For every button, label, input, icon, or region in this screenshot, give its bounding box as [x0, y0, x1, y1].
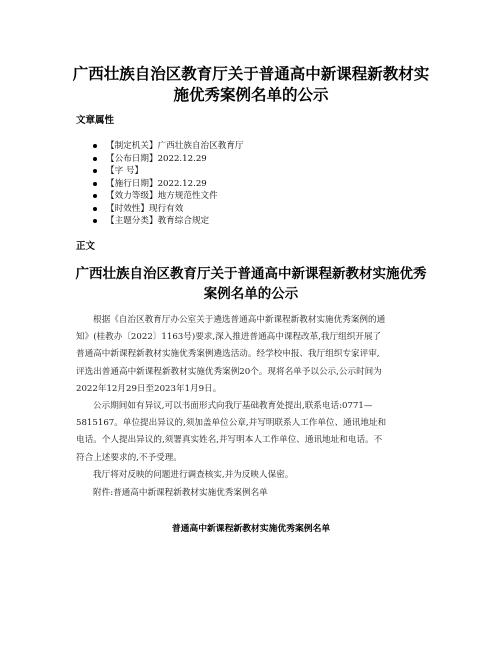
document-title-line-1: 广西壮族自治区教育厅关于普通高中新课程新教材实 — [72, 65, 430, 83]
attribute-text: 【时效性】现行有效 — [106, 203, 184, 214]
paragraph-4 — [76, 485, 427, 502]
body-heading: 正文 — [76, 241, 96, 252]
attribute-text: 【制定机关】广西壮族自治区教育厅 — [106, 141, 244, 151]
bullet-icon — [93, 169, 97, 173]
bullet-icon — [93, 144, 97, 148]
paragraph-line: 普通高中新课程新教材实施优秀案例遴选活动。经学校申报、我厅组织专家评审, — [76, 349, 380, 360]
attribute-item — [93, 165, 244, 178]
paragraph-line: 知》(桂教办〔2022〕1163号)要求,深入推进普通高中课程改革,我厅组织开展了 — [76, 332, 382, 343]
bullet-icon — [93, 207, 97, 211]
paragraph-line: 2022年12月29日至2023年1月9日。 — [76, 383, 222, 394]
paragraph-2 — [76, 398, 427, 467]
attribute-text: 【主题分类】教育综合规定 — [106, 216, 210, 226]
attribute-text: 【施行日期】2022.12.29 — [106, 178, 207, 189]
document-title — [60, 64, 442, 106]
paragraph-line: 电话。个人提出异议的,须署真实姓名,并写明本人工作单位、通讯地址和电话。不 — [76, 435, 383, 446]
paragraph-line: 公示期间如有异议,可以书面形式向我厅基础教育处提出,联系电话:0771— — [93, 401, 373, 411]
bullet-icon — [93, 157, 97, 161]
paragraph-line: 评选出普通高中新课程新教材实施优秀案例20个。现将名单予以公示,公示时间为 — [76, 366, 382, 377]
attribute-item — [93, 140, 244, 153]
attribute-item — [93, 178, 244, 191]
body-title-line-1: 广西壮族自治区教育厅关于普通高中新课程新教材实施优秀 — [75, 266, 427, 282]
paragraph-1 — [76, 312, 427, 398]
attribute-item — [93, 215, 244, 228]
body-title-line-2: 案例名单的公示 — [203, 285, 299, 302]
paragraph-3 — [76, 467, 427, 484]
paragraph-line: 符合上述要求的,不予受理。 — [76, 452, 182, 463]
annex-title: 普通高中新课程新教材实施优秀案例名单 — [171, 524, 331, 534]
attribute-text: 【效力等级】地方规范性文件 — [106, 191, 218, 201]
attribute-item — [93, 153, 244, 166]
paragraph-line: 5815167。单位提出异议的,须加盖单位公章,并写明联系人工作单位、通讯地址和 — [76, 418, 387, 429]
attributes-list — [93, 140, 244, 228]
paragraph-line: 根据《自治区教育厅办公室关于遴选普通高中新课程新教材实施优秀案例的通 — [93, 315, 386, 325]
attribute-item — [93, 203, 244, 216]
paragraph-line: 我厅将对反映的问题进行调查核实,并为反映人保密。 — [93, 470, 294, 480]
body-title — [60, 265, 442, 304]
attributes-heading: 文章属性 — [76, 115, 115, 126]
bullet-icon — [93, 219, 97, 223]
document-title-line-2: 施优秀案例名单的公示 — [173, 86, 329, 104]
bullet-icon — [93, 194, 97, 198]
attribute-text: 【字 号】 — [106, 166, 144, 176]
attachment-line: 附件:普通高中新课程新教材实施优秀案例名单 — [93, 488, 268, 498]
attribute-item — [93, 190, 244, 203]
attribute-text: 【公布日期】2022.12.29 — [106, 153, 207, 164]
bullet-icon — [93, 182, 97, 186]
